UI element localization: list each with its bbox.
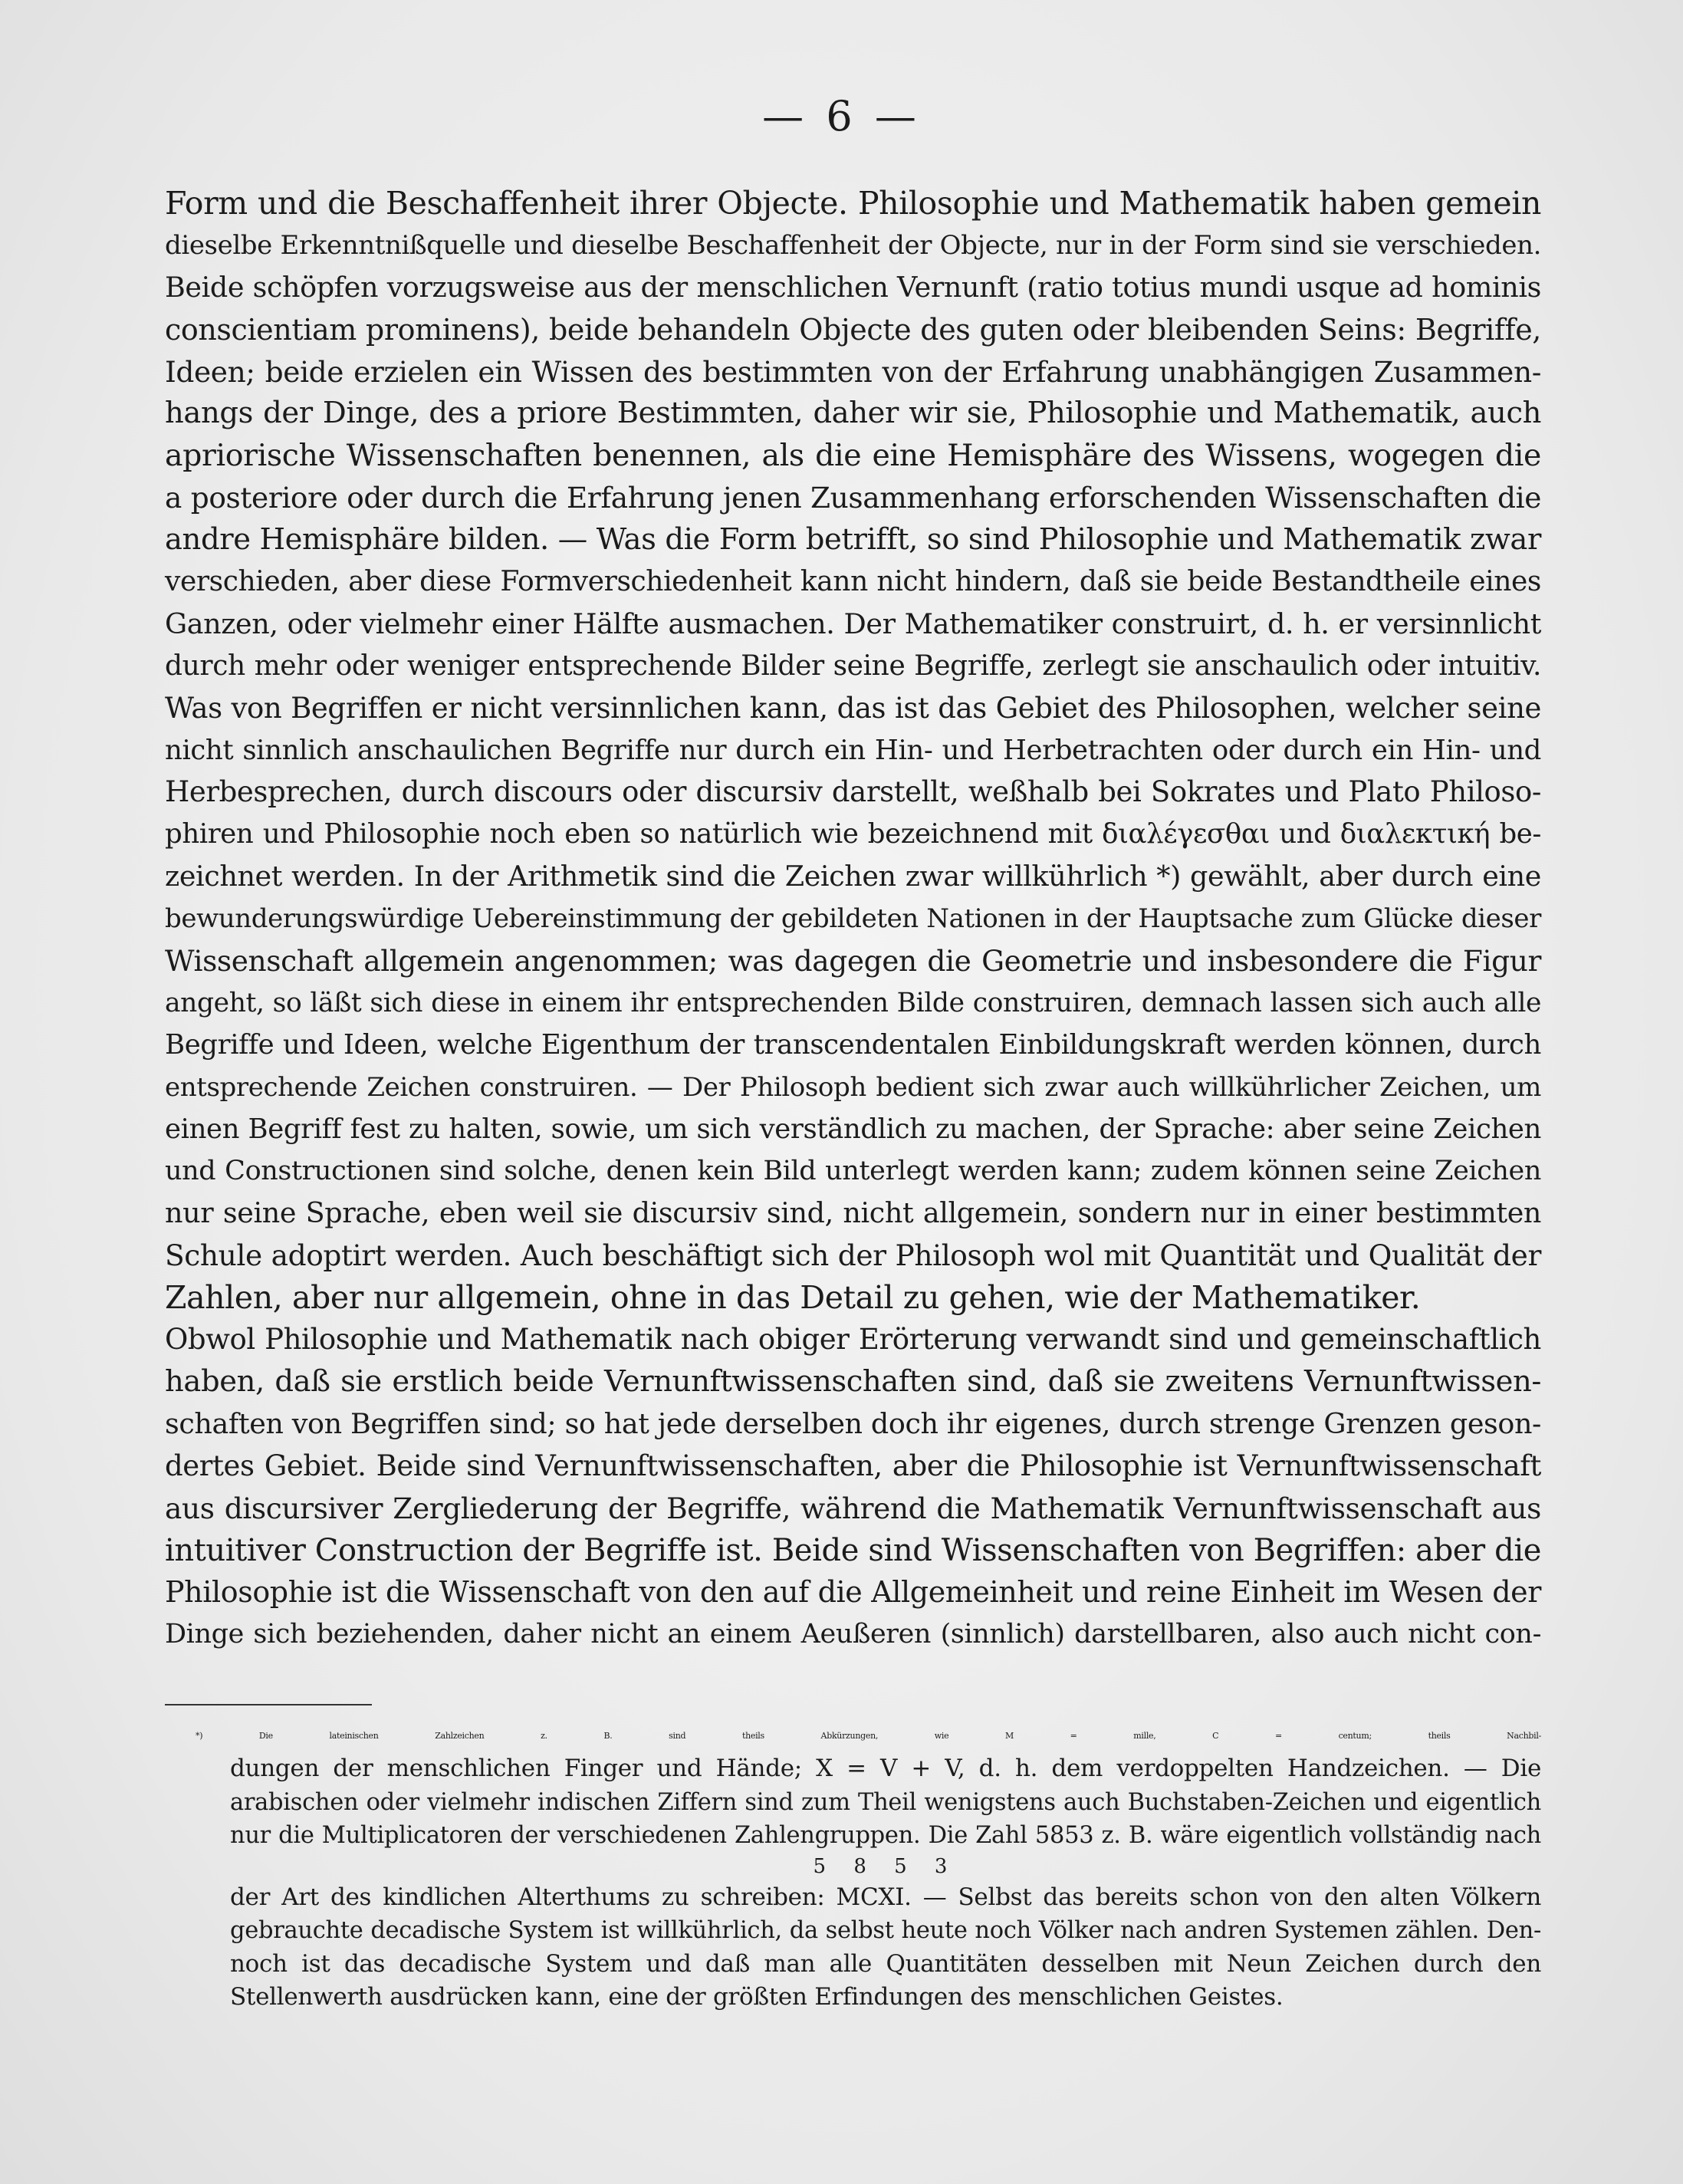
body-line: dieselbe Erkenntnißquelle und dieselbe Beschaffenheit der Objecte, nur in der Form sind sie verschieden. [165, 229, 1541, 261]
body-line: entsprechende Zeichen construiren. — Der Philosoph bedient sich zwar auch willkührlicher Zeichen, um [165, 1071, 1541, 1103]
body-line: phiren und Philosophie noch eben so natürlich wie bezeichnend mit διαλέγεσθαι und διαλεκτική be- [165, 818, 1541, 850]
body-line: schaften von Begriffen sind; so hat jede derselben doch ihr eigenes, durch strenge Grenzen geson- [165, 1406, 1541, 1440]
footnote-line: arabischen oder vielmehr indischen Ziffern sind zum Theil wenigstens auch Buchstaben-Zeichen und eigentlich [230, 1788, 1541, 1816]
body-line: Dinge sich beziehenden, daher nicht an einem Aeußeren (sinnlich) darstellbaren, also auch nicht con- [165, 1619, 1541, 1650]
footnote-line: *) Die lateinischen Zahlzeichen z. B. sind theils Abkürzungen, wie M = mille, C = centum; theils Nachbil- [196, 1731, 1541, 1741]
body-line: conscientiam prominens), beide behandeln Objecte des guten oder bleibenden Seins: Begriffe, [165, 312, 1541, 347]
body-line: und Constructionen sind solche, denen kein Bild unterlegt werden kann; zudem können seine Zeichen [165, 1156, 1541, 1187]
body-line: Philosophie ist die Wissenschaft von den auf die Allgemeinheit und reine Einheit im Wesen der [165, 1575, 1541, 1610]
page-number: — 6 — [762, 92, 921, 140]
body-line: hangs der Dinge, des a priore Bestimmten, daher wir sie, Philosophie und Mathematik, auch [165, 396, 1541, 431]
body-line: aus discursiver Zergliederung der Begriffe, während die Mathematik Vernunftwissenschaft aus [165, 1491, 1541, 1525]
body-line: Herbesprechen, durch discours oder discursiv darstellt, weßhalb bei Sokrates und Plato Philoso- [165, 775, 1541, 809]
body-line: intuitiver Construction der Begriffe ist. Beide sind Wissenschaften von Begriffen: aber die [165, 1532, 1541, 1568]
body-line: Ideen; beide erzielen ein Wissen des bestimmten von der Erfahrung unabhängigen Zusammen- [165, 354, 1541, 389]
body-line: einen Begriff fest zu halten, sowie, um sich verständlich zu machen, der Sprache: aber seine Zeichen [165, 1113, 1541, 1145]
body-line: apriorische Wissenschaften benennen, als die eine Hemisphäre des Wissens, wogegen die [165, 438, 1541, 474]
footnote-divider [165, 1704, 372, 1705]
footnote-line: dungen der menschlichen Finger und Hände; X = V + V, d. h. dem verdoppelten Handzeichen. — Die [230, 1755, 1541, 1783]
body-line: Zahlen, aber nur allgemein, ohne in das Detail zu gehen, wie der Mathematiker. [165, 1279, 1421, 1317]
body-line: bewunderungswürdige Uebereinstimmung der gebildeten Nationen in der Hauptsache zum Glücke dieser [165, 903, 1541, 935]
body-text [165, 183, 1541, 1656]
body-line: nur seine Sprache, eben weil sie discursiv sind, nicht allgemein, sondern nur in einer bestimmten [165, 1196, 1541, 1230]
footnote-line: noch ist das decadische System und daß man alle Quantitäten desselben mit Neun Zeichen durch den [230, 1949, 1541, 1978]
body-line: Beide schöpfen vorzugsweise aus der menschlichen Vernunft (ratio totius mundi usque ad hominis [165, 270, 1541, 304]
body-line: Schule adoptirt werden. Auch beschäftigt sich der Philosoph wol mit Quantität und Qualität der [165, 1238, 1541, 1273]
body-line: Begriffe und Ideen, welche Eigenthum der transcendentalen Einbildungskraft werden können, durch [165, 1028, 1541, 1061]
footnote-line: der Art des kindlichen Alterthums zu schreiben: MCXI. — Selbst das bereits schon von den alten Völkern [230, 1883, 1541, 1912]
body-line: nicht sinnlich anschaulichen Begriffe nur durch ein Hin- und Herbetrachten oder durch ein Hin- und [165, 734, 1541, 766]
body-line: zeichnet werden. In der Arithmetik sind die Zeichen zwar willkührlich *) gewählt, aber durch eine [165, 860, 1541, 893]
body-line: angeht, so läßt sich diese in einem ihr entsprechenden Bilde construiren, demnach lassen sich auch alle [165, 987, 1541, 1018]
body-line: Form und die Beschaffenheit ihrer Objecte. Philosophie und Mathematik haben gemein [165, 185, 1541, 222]
footnote-line: nur die Multiplicatoren der verschiedenen Zahlengruppen. Die Zahl 5853 z. B. wäre eigentlich vollständig nach [230, 1821, 1541, 1849]
body-line: dertes Gebiet. Beide sind Vernunftwissenschaften, aber die Philosophie ist Vernunftwissenschaft [165, 1449, 1541, 1482]
body-line: Wissenschaft allgemein angenommen; was dagegen die Geometrie und insbesondere die Figur [165, 944, 1541, 979]
body-line: Ganzen, oder vielmehr einer Hälfte ausmachen. Der Mathematiker construirt, d. h. er versinnlicht [165, 607, 1541, 640]
footnote-digits: 5 8 5 3 [813, 1855, 958, 1879]
body-line: Was von Begriffen er nicht versinnlichen kann, das ist das Gebiet des Philosophen, welcher seine [165, 691, 1541, 725]
footnote [196, 1719, 1541, 2014]
body-line: durch mehr oder weniger entsprechende Bilder seine Begriffe, zerlegt sie anschaulich oder intuitiv. [165, 650, 1541, 682]
body-line: andre Hemisphäre bilden. — Was die Form betrifft, so sind Philosophie und Mathematik zwar [165, 522, 1541, 558]
footnote-line: gebrauchte decadische System ist willkührlich, da selbst heute noch Völker nach andren Systemen zählen. Den- [230, 1917, 1541, 1945]
body-line: Obwol Philosophie und Mathematik nach obiger Erörterung verwandt sind und gemeinschaftlich [165, 1323, 1541, 1357]
footnote-line: Stellenwerth ausdrücken kann, eine der größten Erfindungen des menschlichen Geistes. [230, 1983, 1284, 2011]
body-line: a posteriore oder durch die Erfahrung jenen Zusammenhang erforschenden Wissenschaften die [165, 481, 1541, 515]
body-line: haben, daß sie erstlich beide Vernunftwissenschaften sind, daß sie zweitens Vernunftwissen- [165, 1363, 1541, 1399]
body-line: verschieden, aber diese Formverschiedenheit kann nicht hindern, daß sie beide Bestandtheile eines [165, 566, 1541, 598]
